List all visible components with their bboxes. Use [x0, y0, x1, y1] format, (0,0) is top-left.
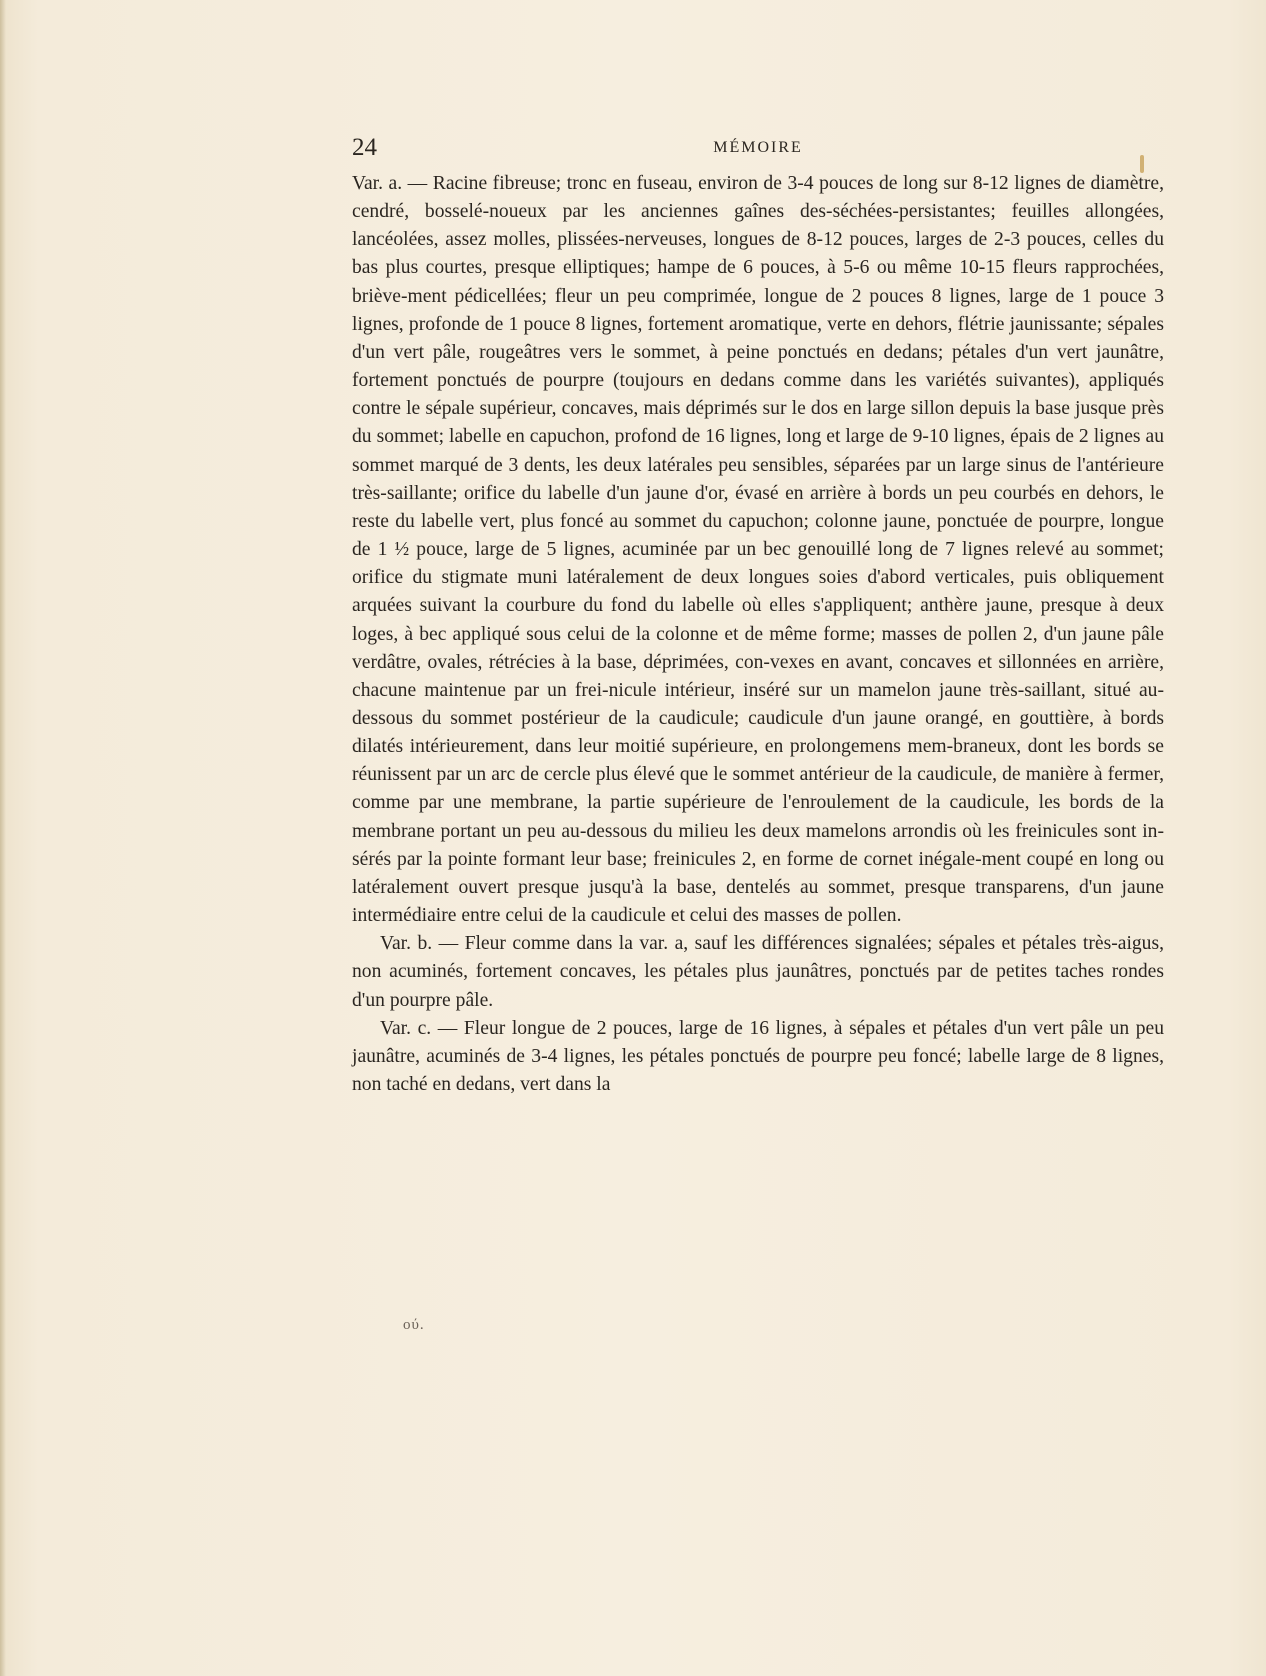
page-header [352, 133, 1164, 163]
paragraph-var-b [352, 930, 1164, 1014]
variety-label: Var. [352, 173, 384, 194]
page-edge-shadow [0, 0, 6, 1676]
variety-label: Var. [380, 1017, 412, 1039]
variety-letter: b. [417, 933, 433, 955]
paragraph-text: — Fleur longue de 2 pouces, large de 16 lignes, à sépales et pétales d'un vert pâle un peu jaunâtre, acuminés de 3-4 lignes, les pétales ponctués de pourpre peu foncé; labelle large de 8 lignes, non taché en dedans, vert dans la [352, 1017, 1164, 1095]
variety-label: Var. [380, 933, 412, 955]
variety-letter: c. [417, 1017, 432, 1039]
paragraph-text: — Fleur comme dans la var. a, sauf les différences signalées; sépales et pétales très-aigus, non acuminés, fortement concaves, les pétales plus jaunâtres, ponctués par de petites taches rondes d'un pourpre pâle. [352, 933, 1165, 1011]
body-text [352, 170, 1164, 1099]
paragraph-var-c [352, 1015, 1164, 1099]
variety-letter: a. [388, 173, 403, 194]
paragraph-var-a [352, 170, 1164, 930]
paragraph-text: — Racine fibreuse; tronc en fuseau, environ de 3-4 pouces de long sur 8-12 lignes de diamètre, cendré, bosselé-noueux par les anciennes gaînes des-séchées-persistantes; feuilles allongées, lancéolées, assez molles, plissées-nerveuses, longues de 8-12 pouces, larges de 2-3 pouces, celles du bas plus courtes, presque elliptiques; hampe de 6 pouces, à 5-6 ou même 10-15 fleurs rapprochées, briève-ment pédicellées; fleur un peu comprimée, longue de 2 pouces 8 lignes, large de 1 pouce 3 lignes, profonde de 1 pouce 8 lignes, fortement aromatique, verte en dehors, flétrie jaunissante; sépales d'un vert pâle, rougeâtres vers le sommet, à peine ponctués en dedans; pétales d'un vert jaunâtre, fortement ponctués de pourpre (toujours en dedans comme dans les variétés suivantes), appliqués contre le sépale supérieur, concaves, mais déprimés sur le dos en large sillon depuis la base jusque près du sommet; labelle en capuchon, profond de 16 lignes, long et large de 9-10 lignes, épais de 2 lignes au sommet marqué de 3 dents, les deux latérales peu sensibles, séparées par un large sinus de l'antérieure très-saillante; orifice du labelle d'un jaune d'or, évasé en arrière à bords un peu courbés en dehors, le reste du labelle vert, plus foncé au sommet du capuchon; colonne jaune, ponctuée de pourpre, longue de 1 ½ pouce, large de 5 lignes, acuminée par un bec genouillé long de 7 lignes relevé au sommet; orifice du stigmate muni latéralement de deux longues soies d'abord verticales, puis obliquement arquées suivant la courbure du fond du labelle où elles s'appliquent; anthère jaune, presque à deux loges, à bec appliqué sous celui de la colonne et de même forme; masses de pollen 2, d'un jaune pâle verdâtre, ovales, rétrécies à la base, déprimées, con-vexes en avant, concaves et sillonnées en arrière, chacune maintenue par un frei-nicule intérieur, inséré sur un mamelon jaune très-saillant, situé au-dessous du sommet postérieur de la caudicule; caudicule d'un jaune orangé, en gouttière, à bords dilatés intérieurement, dans leur moitié supérieure, en prolongemens mem-braneux, dont les bords se réunissent par un arc de cercle plus élevé que le sommet antérieur de la caudicule, de manière à fermer, comme par une membrane, la partie supérieure de l'enroulement de la caudicule, les bords de la membrane portant un peu au-dessous du milieu les deux mamelons arrondis où les freinicules sont in-sérés par la pointe formant leur base; freinicules 2, en forme de cornet inégale-ment coupé en long ou latéralement ouvert presque jusqu'à la base, dentelés au sommet, presque transparens, d'un jaune intermédiaire entre celui de la caudicule et celui des masses de pollen. [352, 173, 1164, 927]
running-title: MÉMOIRE [713, 139, 803, 156]
catchword: ού. [403, 1317, 425, 1333]
page-number: 24 [352, 134, 377, 161]
